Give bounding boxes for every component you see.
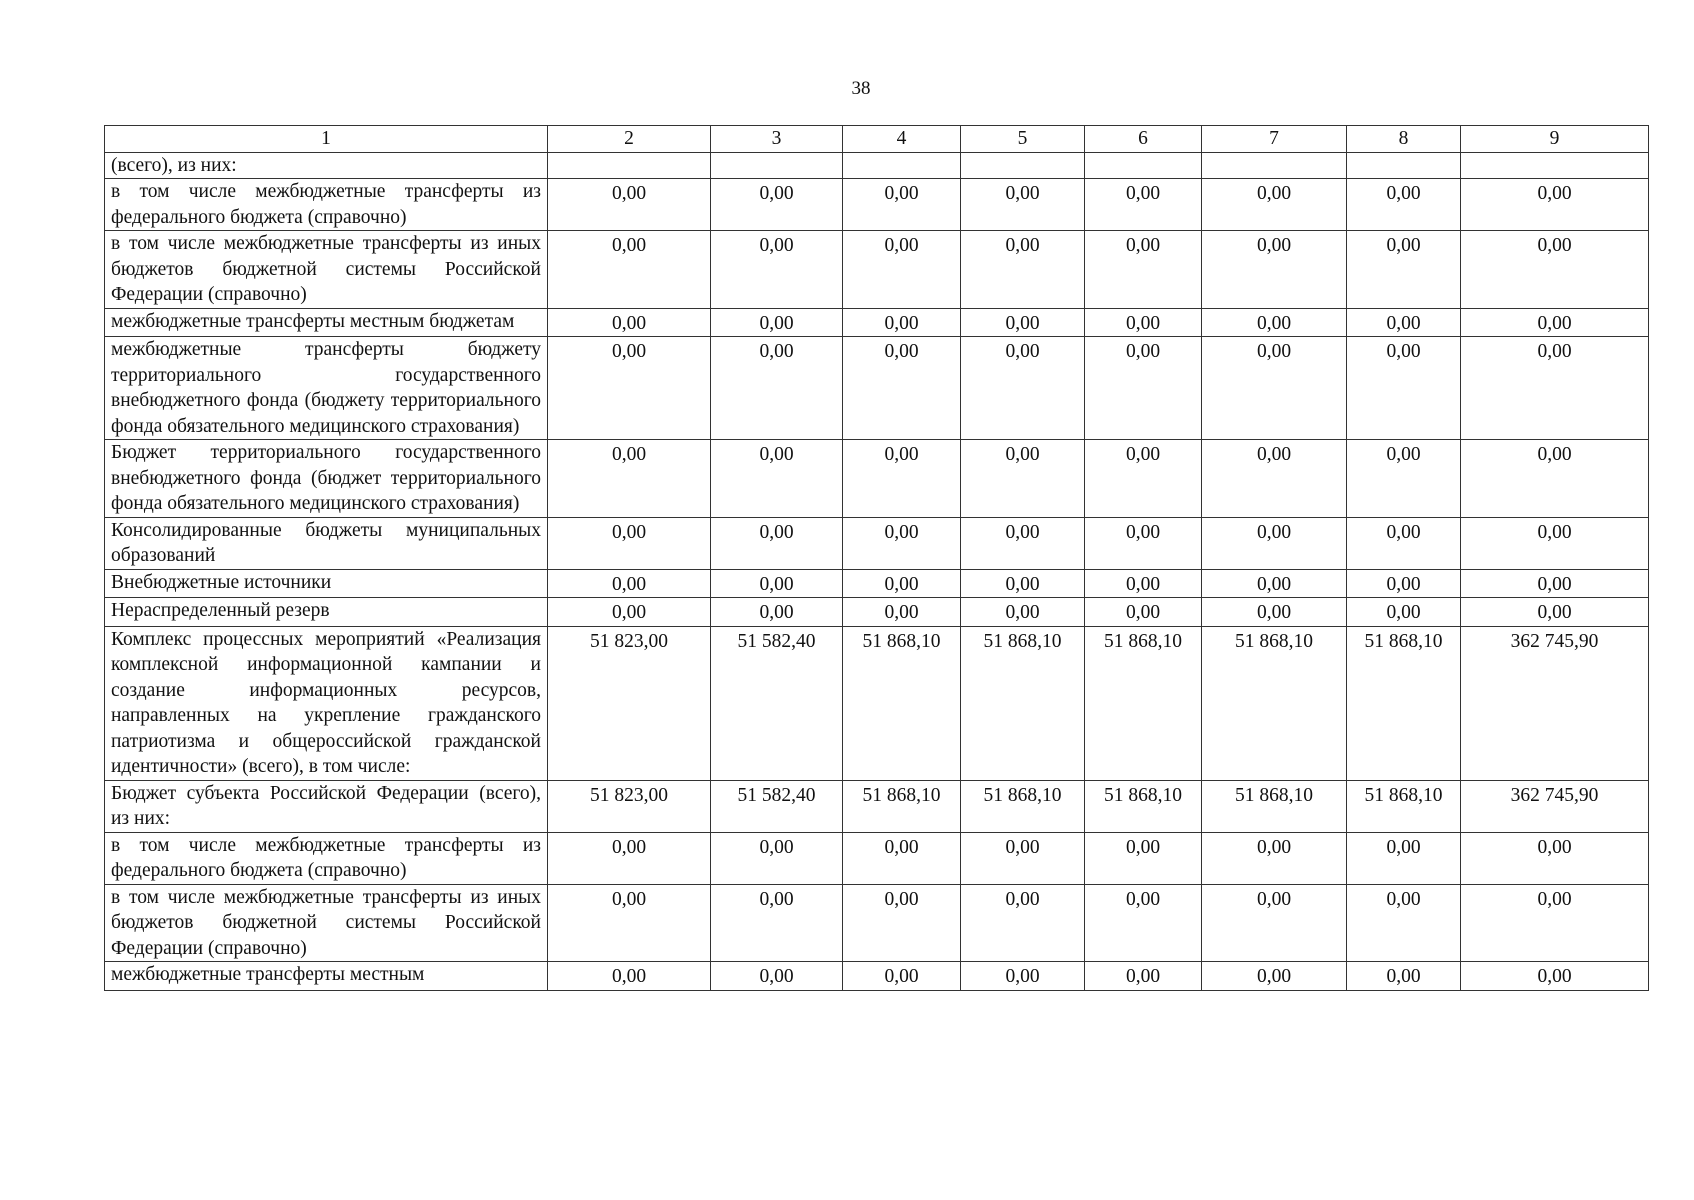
value-cell: 0,00 xyxy=(1347,179,1461,231)
value-cell: 0,00 xyxy=(843,884,961,962)
value-cell: 0,00 xyxy=(711,569,843,598)
value-cell: 51 868,10 xyxy=(961,780,1085,832)
table-row xyxy=(105,179,1649,231)
column-number-row xyxy=(105,126,1649,153)
value-cell: 0,00 xyxy=(843,440,961,518)
value-cell: 0,00 xyxy=(1085,884,1202,962)
value-cell: 0,00 xyxy=(1202,179,1347,231)
value-cell xyxy=(1347,152,1461,179)
value-cell xyxy=(1202,152,1347,179)
row-label: в том числе межбюджетные трансферты из федерального бюджета (справочно) xyxy=(105,179,548,231)
value-cell: 0,00 xyxy=(961,832,1085,884)
value-cell: 51 868,10 xyxy=(1347,780,1461,832)
value-cell: 0,00 xyxy=(961,884,1085,962)
value-cell: 0,00 xyxy=(843,569,961,598)
value-cell: 0,00 xyxy=(1085,308,1202,337)
value-cell: 0,00 xyxy=(711,231,843,309)
value-cell: 0,00 xyxy=(1202,962,1347,991)
value-cell: 0,00 xyxy=(548,337,711,440)
value-cell: 0,00 xyxy=(711,179,843,231)
value-cell xyxy=(961,152,1085,179)
table-row xyxy=(105,308,1649,337)
row-label: межбюджетные трансферты местным бюджетам xyxy=(105,308,548,337)
value-cell: 0,00 xyxy=(1085,832,1202,884)
value-cell: 0,00 xyxy=(548,832,711,884)
value-cell: 0,00 xyxy=(1347,598,1461,627)
value-cell: 0,00 xyxy=(961,598,1085,627)
value-cell: 0,00 xyxy=(961,569,1085,598)
value-cell: 0,00 xyxy=(548,962,711,991)
value-cell: 0,00 xyxy=(1202,884,1347,962)
value-cell: 0,00 xyxy=(1202,517,1347,569)
table-row xyxy=(105,337,1649,440)
value-cell: 51 868,10 xyxy=(843,780,961,832)
value-cell: 0,00 xyxy=(548,517,711,569)
value-cell: 0,00 xyxy=(1085,962,1202,991)
value-cell: 0,00 xyxy=(1202,598,1347,627)
row-label: Бюджет территориального государственного внебюджетного фонда (бюджет территориального фонда обязательного медицинского страхования) xyxy=(105,440,548,518)
value-cell: 0,00 xyxy=(1347,337,1461,440)
row-label: в том числе межбюджетные трансферты из федерального бюджета (справочно) xyxy=(105,832,548,884)
row-label: Консолидированные бюджеты муниципальных образований xyxy=(105,517,548,569)
value-cell: 0,00 xyxy=(1461,179,1649,231)
value-cell: 362 745,90 xyxy=(1461,626,1649,780)
value-cell: 0,00 xyxy=(711,598,843,627)
table-row xyxy=(105,517,1649,569)
value-cell: 0,00 xyxy=(711,517,843,569)
value-cell: 0,00 xyxy=(1461,440,1649,518)
value-cell: 0,00 xyxy=(548,440,711,518)
row-label: межбюджетные трансферты местным xyxy=(105,962,548,991)
value-cell: 0,00 xyxy=(843,962,961,991)
value-cell: 0,00 xyxy=(1461,884,1649,962)
value-cell: 0,00 xyxy=(843,598,961,627)
row-label: Нераспределенный резерв xyxy=(105,598,548,627)
value-cell: 0,00 xyxy=(711,337,843,440)
value-cell: 51 582,40 xyxy=(711,626,843,780)
value-cell: 0,00 xyxy=(1347,884,1461,962)
table-row xyxy=(105,780,1649,832)
value-cell: 0,00 xyxy=(1202,440,1347,518)
table-row xyxy=(105,569,1649,598)
column-header: 8 xyxy=(1347,126,1461,153)
value-cell: 0,00 xyxy=(1347,962,1461,991)
value-cell: 51 868,10 xyxy=(1085,626,1202,780)
value-cell: 51 868,10 xyxy=(843,626,961,780)
value-cell: 0,00 xyxy=(1461,832,1649,884)
value-cell: 0,00 xyxy=(843,337,961,440)
value-cell: 0,00 xyxy=(961,179,1085,231)
value-cell: 0,00 xyxy=(1347,517,1461,569)
value-cell: 0,00 xyxy=(711,962,843,991)
column-header: 6 xyxy=(1085,126,1202,153)
value-cell: 51 868,10 xyxy=(1085,780,1202,832)
value-cell: 0,00 xyxy=(1347,832,1461,884)
table-row xyxy=(105,626,1649,780)
value-cell: 0,00 xyxy=(1461,231,1649,309)
table-body xyxy=(105,126,1649,991)
value-cell: 0,00 xyxy=(711,832,843,884)
value-cell: 0,00 xyxy=(961,308,1085,337)
table-row xyxy=(105,231,1649,309)
value-cell: 0,00 xyxy=(548,884,711,962)
column-header: 1 xyxy=(105,126,548,153)
value-cell xyxy=(548,152,711,179)
value-cell: 0,00 xyxy=(548,598,711,627)
table-row xyxy=(105,832,1649,884)
value-cell: 51 868,10 xyxy=(1347,626,1461,780)
value-cell: 0,00 xyxy=(843,517,961,569)
budget-table xyxy=(104,125,1649,991)
value-cell: 0,00 xyxy=(1202,231,1347,309)
value-cell: 0,00 xyxy=(961,337,1085,440)
value-cell: 0,00 xyxy=(711,884,843,962)
column-header: 5 xyxy=(961,126,1085,153)
value-cell: 0,00 xyxy=(961,962,1085,991)
value-cell: 0,00 xyxy=(548,308,711,337)
column-header: 3 xyxy=(711,126,843,153)
value-cell: 0,00 xyxy=(1085,598,1202,627)
value-cell: 0,00 xyxy=(1202,308,1347,337)
value-cell: 0,00 xyxy=(1085,517,1202,569)
table-row xyxy=(105,152,1649,179)
value-cell: 0,00 xyxy=(711,440,843,518)
value-cell: 0,00 xyxy=(1202,569,1347,598)
value-cell: 0,00 xyxy=(1461,337,1649,440)
value-cell: 0,00 xyxy=(1347,440,1461,518)
value-cell: 0,00 xyxy=(1347,308,1461,337)
table-row xyxy=(105,962,1649,991)
value-cell: 0,00 xyxy=(961,231,1085,309)
value-cell: 51 868,10 xyxy=(1202,626,1347,780)
row-label: Бюджет субъекта Российской Федерации (всего), из них: xyxy=(105,780,548,832)
value-cell: 0,00 xyxy=(1202,832,1347,884)
value-cell: 0,00 xyxy=(1085,231,1202,309)
table-row xyxy=(105,440,1649,518)
value-cell: 51 582,40 xyxy=(711,780,843,832)
value-cell: 51 868,10 xyxy=(961,626,1085,780)
value-cell: 0,00 xyxy=(1085,569,1202,598)
value-cell: 0,00 xyxy=(1347,231,1461,309)
row-label: Комплекс процессных мероприятий «Реализация комплексной информационной кампании и создание информационных ресурсов, направленных на укрепление гражданского патриотизма и общероссийской гражданской идентичности» (всего), в том числе: xyxy=(105,626,548,780)
value-cell: 0,00 xyxy=(843,832,961,884)
value-cell: 51 868,10 xyxy=(1202,780,1347,832)
table-row xyxy=(105,598,1649,627)
value-cell: 51 823,00 xyxy=(548,780,711,832)
value-cell: 0,00 xyxy=(1347,569,1461,598)
value-cell: 0,00 xyxy=(843,179,961,231)
value-cell: 0,00 xyxy=(548,231,711,309)
value-cell: 0,00 xyxy=(961,440,1085,518)
row-label: в том числе межбюджетные трансферты из иных бюджетов бюджетной системы Российской Федерации (справочно) xyxy=(105,231,548,309)
value-cell: 0,00 xyxy=(1461,962,1649,991)
value-cell: 0,00 xyxy=(1085,337,1202,440)
value-cell xyxy=(1461,152,1649,179)
value-cell xyxy=(711,152,843,179)
value-cell: 0,00 xyxy=(1461,569,1649,598)
value-cell: 0,00 xyxy=(1461,598,1649,627)
row-label: (всего), из них: xyxy=(105,152,548,179)
column-header: 9 xyxy=(1461,126,1649,153)
value-cell: 362 745,90 xyxy=(1461,780,1649,832)
value-cell: 0,00 xyxy=(1461,308,1649,337)
value-cell: 0,00 xyxy=(1202,337,1347,440)
row-label: межбюджетные трансферты бюджету территориального государственного внебюджетного фонда (бюджету территориального фонда обязательного медицинского страхования) xyxy=(105,337,548,440)
page-number: 38 xyxy=(851,78,871,99)
value-cell: 0,00 xyxy=(548,569,711,598)
value-cell: 0,00 xyxy=(1085,179,1202,231)
value-cell: 0,00 xyxy=(711,308,843,337)
value-cell xyxy=(843,152,961,179)
value-cell: 0,00 xyxy=(548,179,711,231)
table-row xyxy=(105,884,1649,962)
value-cell: 0,00 xyxy=(961,517,1085,569)
value-cell: 0,00 xyxy=(843,308,961,337)
row-label: в том числе межбюджетные трансферты из иных бюджетов бюджетной системы Российской Федерации (справочно) xyxy=(105,884,548,962)
value-cell: 0,00 xyxy=(843,231,961,309)
row-label: Внебюджетные источники xyxy=(105,569,548,598)
column-header: 4 xyxy=(843,126,961,153)
column-header: 2 xyxy=(548,126,711,153)
value-cell: 51 823,00 xyxy=(548,626,711,780)
column-header: 7 xyxy=(1202,126,1347,153)
value-cell: 0,00 xyxy=(1461,517,1649,569)
value-cell: 0,00 xyxy=(1085,440,1202,518)
value-cell xyxy=(1085,152,1202,179)
